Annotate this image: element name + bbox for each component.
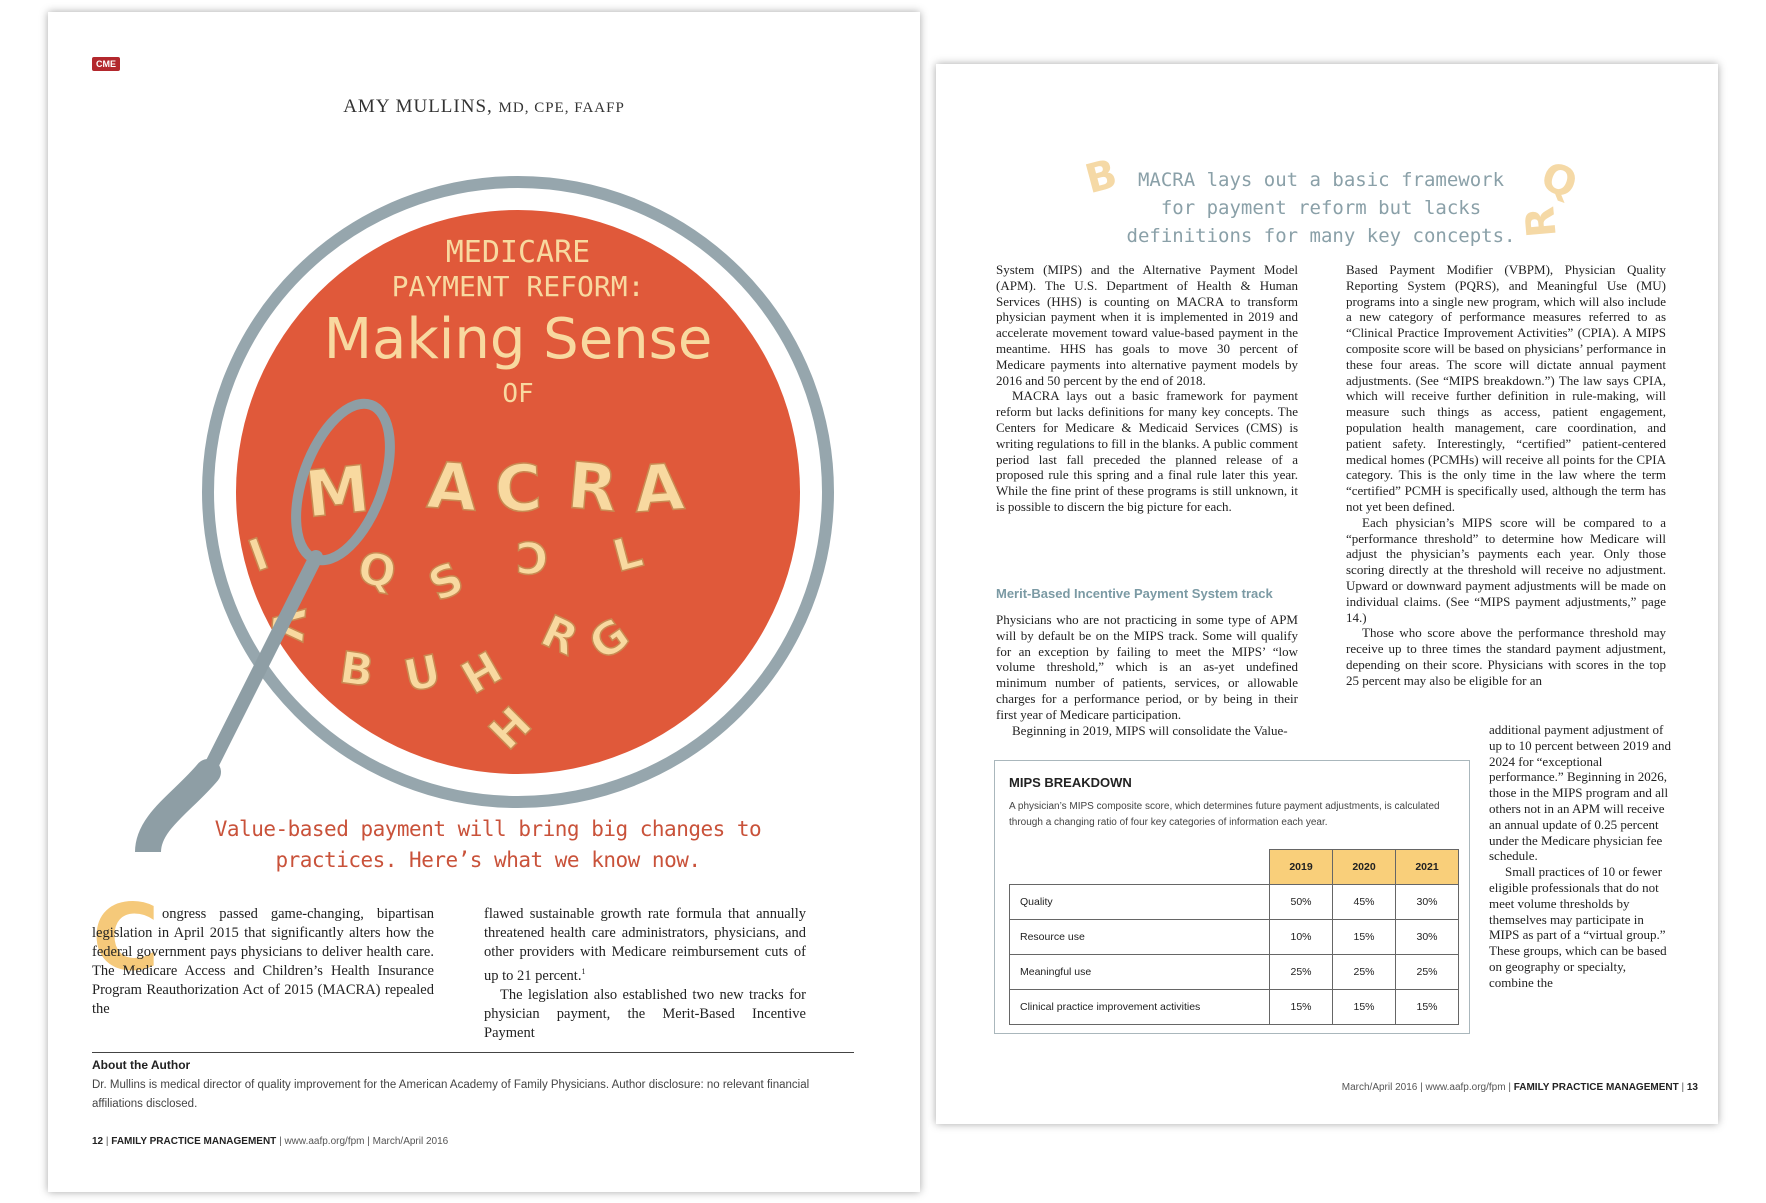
right-page xyxy=(936,64,1718,1124)
row-value: 45% xyxy=(1333,885,1396,920)
right-magazine-name: FAMILY PRACTICE MANAGEMENT xyxy=(1513,1082,1679,1093)
about-author-text: Dr. Mullins is medical director of quality improvement for the American Academy of Family Physicians. Author disclosure: no relevant financial affiliations disclosed. xyxy=(92,1079,810,1110)
intro-paragraph: ongress passed game-changing, bipartisan legislation in April 2015 that significantly alters how the federal government pays physicians to deliver health care. The Medicare Access and Children’s Health Insurance Program Reauthorization Act of 2015 (MACRA) repealed the xyxy=(92,906,434,1017)
svg-text:H: H xyxy=(479,697,542,760)
row-label: Quality xyxy=(1010,885,1270,920)
left-page xyxy=(48,12,920,1192)
soup-bowl-illustration xyxy=(88,162,888,852)
row-value: 25% xyxy=(1396,955,1459,990)
row-value: 30% xyxy=(1396,885,1459,920)
author-credentials: MD, CPE, FAAFP xyxy=(498,100,625,116)
mips-table xyxy=(1009,849,1459,1025)
author-byline xyxy=(48,96,920,118)
row-value: 15% xyxy=(1396,990,1459,1025)
author-divider xyxy=(92,1052,854,1053)
footnote-ref: 1 xyxy=(581,967,586,976)
section-heading: Merit-Based Incentive Payment System track xyxy=(996,586,1273,601)
mips-year-2021: 2021 xyxy=(1396,850,1459,885)
svg-text:U: U xyxy=(399,645,446,703)
right-col1-p3: Physicians who are not practicing in some type of APM will by default be on the MIPS track. Some will qualify for an exception by failing to meet the MIPS’ “low volume threshold,” which is an as-yet undefined minimum number of patients, services, or allowable charges for a performance period, or by being in their first year of Medicare participation. xyxy=(996,612,1298,722)
title-line-of: OF xyxy=(502,379,534,409)
about-author-heading: About the Author xyxy=(92,1058,191,1072)
left-folio-rest: | www.aafp.org/fpm | March/April 2016 xyxy=(279,1136,449,1147)
svg-text:G: G xyxy=(580,608,639,672)
right-col1-p2: MACRA lays out a basic framework for payment reform but lacks definitions for many key concepts. The Centers for Medicare & Medicaid Services (CMS) is writing regulations to fill in the blanks. A public comment period last fall preceded the planned release of a proposed rule this spring and a final rule later this year. While the fine print of these programs is still unknown, it is possible to discern the big picture for each. xyxy=(996,388,1298,514)
row-label: Resource use xyxy=(1010,920,1270,955)
right-folio: March/April 2016 | www.aafp.org/fpm | FAMILY PRACTICE MANAGEMENT | 13 xyxy=(1341,1082,1698,1093)
mips-breakdown-box xyxy=(994,760,1470,1034)
svg-text:I: I xyxy=(242,528,276,583)
right-col3-p1: additional payment adjustment of up to 10 percent between 2019 and 2024 for “exceptional performance.” Beginning in 2026, those in the MIPS program and all others not in an APM will receive an annual update of 0.25 percent under the Medicare physician fee schedule. xyxy=(1489,722,1671,864)
svg-text:C: C xyxy=(492,451,544,528)
col2-paragraph-2: The legislation also established two new tracks for physician payment, the Merit-Based Incentive Payment xyxy=(484,986,806,1041)
mips-box-title: MIPS BREAKDOWN xyxy=(1009,775,1132,790)
title-line-payment-reform: PAYMENT REFORM: xyxy=(391,270,645,303)
row-value: 15% xyxy=(1270,990,1333,1025)
right-col-1 xyxy=(996,262,1298,515)
svg-text:S: S xyxy=(421,552,472,612)
decor-letter-r: R xyxy=(1517,204,1566,240)
left-magazine-name: FAMILY PRACTICE MANAGEMENT xyxy=(111,1136,277,1147)
table-row xyxy=(1010,885,1459,920)
title-line-macra: MACRA xyxy=(486,512,490,513)
right-folio-rest: March/April 2016 | www.aafp.org/fpm | xyxy=(1341,1082,1511,1093)
right-col3-p2: Small practices of 10 or fewer eligible professionals that do not meet volume thresholds by themselves may participate in MIPS as part of a “virtual group.” These groups, which can be based on geography or specialty, combine the xyxy=(1489,864,1667,990)
row-value: 15% xyxy=(1333,920,1396,955)
mips-year-2020: 2020 xyxy=(1333,850,1396,885)
article-subtitle: Value-based payment will bring big changes to practices. Here’s what we know now. xyxy=(214,817,762,872)
table-row xyxy=(1010,990,1459,1025)
svg-text:R: R xyxy=(533,605,586,667)
row-value: 15% xyxy=(1333,990,1396,1025)
left-folio: 12 | FAMILY PRACTICE MANAGEMENT | www.aafp.org/fpm | March/April 2016 xyxy=(92,1136,449,1147)
col2-paragraph-1-text: flawed sustainable growth rate formula that annually threatened health care administrators, physicians, and other providers with Medicare reimbursement cuts of up to 21 percent. xyxy=(484,906,806,984)
row-value: 50% xyxy=(1270,885,1333,920)
title-line-making-sense: Making Sense xyxy=(323,307,713,372)
pull-quote: MACRA lays out a basic framework for payment reform but lacks definitions for many key concepts. xyxy=(1126,169,1516,247)
title-line-medicare: MEDICARE xyxy=(445,235,591,270)
mips-header-blank xyxy=(1010,850,1270,885)
svg-text:L: L xyxy=(607,526,648,583)
row-label: Clinical practice improvement activities xyxy=(1010,990,1270,1025)
svg-text:V: V xyxy=(260,604,314,644)
decor-letter-q: Q xyxy=(1535,153,1583,209)
svg-text:A: A xyxy=(424,449,480,527)
svg-text:H: H xyxy=(451,639,510,703)
right-col2-p2: Each physician’s MIPS score will be compared to a “performance threshold” to determine how Medicare will adjust the physician’s payments each year. Only those scoring directly at the threshold will receive no adjustment. Upward or downward payment adjustments will be made on individual claims. (See “MIPS payment adjustments,” page 14.) xyxy=(1346,514,1666,625)
svg-text:Q: Q xyxy=(354,542,400,600)
row-value: 30% xyxy=(1396,920,1459,955)
svg-text:R: R xyxy=(564,449,621,528)
decor-letter-b: B xyxy=(1080,150,1122,204)
svg-text:A: A xyxy=(631,450,687,528)
row-value: 25% xyxy=(1270,955,1333,990)
svg-text:C: C xyxy=(515,531,548,582)
body-col-1 xyxy=(92,906,434,1019)
right-col2-p1: Based Payment Modifier (VBPM), Physician Quality Reporting System (PQRS), and Meaningful Use (MU) programs into a single new program, which will also include a new category of performance measures referred to as “Clinical Practice Improvement Activities” (CPIA). A MIPS composite score will be based on physicians’ performance in these four areas. The score will dictate annual payment adjustments. (See “MIPS breakdown.”) The law says CPIA, which will receive further definition in rule-making, will measure such things as access, patient engagement, population health management, care coordination, and patient safety. Interestingly, “certified” patient-centered medical homes (PCMHs) will receive all points for the CPIA category. This is the only time in the law where the term “certified” PCMH is specifically used, although the term has not yet been defined. xyxy=(1346,262,1666,514)
mips-box-description: A physician’s MIPS composite score, which determines future payment adjustments, is calculated through a changing ratio of four key categories of information each year. xyxy=(1009,801,1440,828)
table-row xyxy=(1010,920,1459,955)
right-col1-p4: Beginning in 2019, MIPS will consolidate the Value- xyxy=(1012,722,1288,738)
mips-year-2019: 2019 xyxy=(1270,850,1333,885)
svg-text:M: M xyxy=(301,452,374,533)
row-label: Meaningful use xyxy=(1010,955,1270,990)
author-name: AMY MULLINS, xyxy=(343,96,493,117)
col2-paragraph-1 xyxy=(484,905,806,986)
right-col-2 xyxy=(1346,262,1666,689)
right-col2-p3: Those who score above the performance threshold may receive up to three times the standard payment adjustment, depending on their score. Physicians with scores in the top 25 percent may also be eligible for an xyxy=(1346,625,1666,688)
right-page-number: 13 xyxy=(1686,1082,1698,1093)
body-col-2 xyxy=(484,905,806,1043)
right-col1-p1: System (MIPS) and the Alternative Payment Model (APM). The U.S. Department of Health & Human Services (HHS) is counting on MACRA to transform physician payment when it is implemented in 2019 and accelerate movement toward value-based payment in the meantime. HHS has goals to move 30 percent of Medicare payments into alternative payment models by 2016 and 50 percent by the end of 2018. xyxy=(996,262,1298,388)
table-row xyxy=(1010,955,1459,990)
cme-badge: CME xyxy=(92,57,120,71)
svg-text:B: B xyxy=(336,642,377,698)
right-col-1b xyxy=(996,612,1298,738)
right-col-3 xyxy=(1489,722,1674,991)
row-value: 25% xyxy=(1333,955,1396,990)
left-page-number: 12 xyxy=(92,1136,104,1147)
mips-header-row xyxy=(1010,850,1459,885)
row-value: 10% xyxy=(1270,920,1333,955)
drop-cap: C xyxy=(92,884,160,991)
